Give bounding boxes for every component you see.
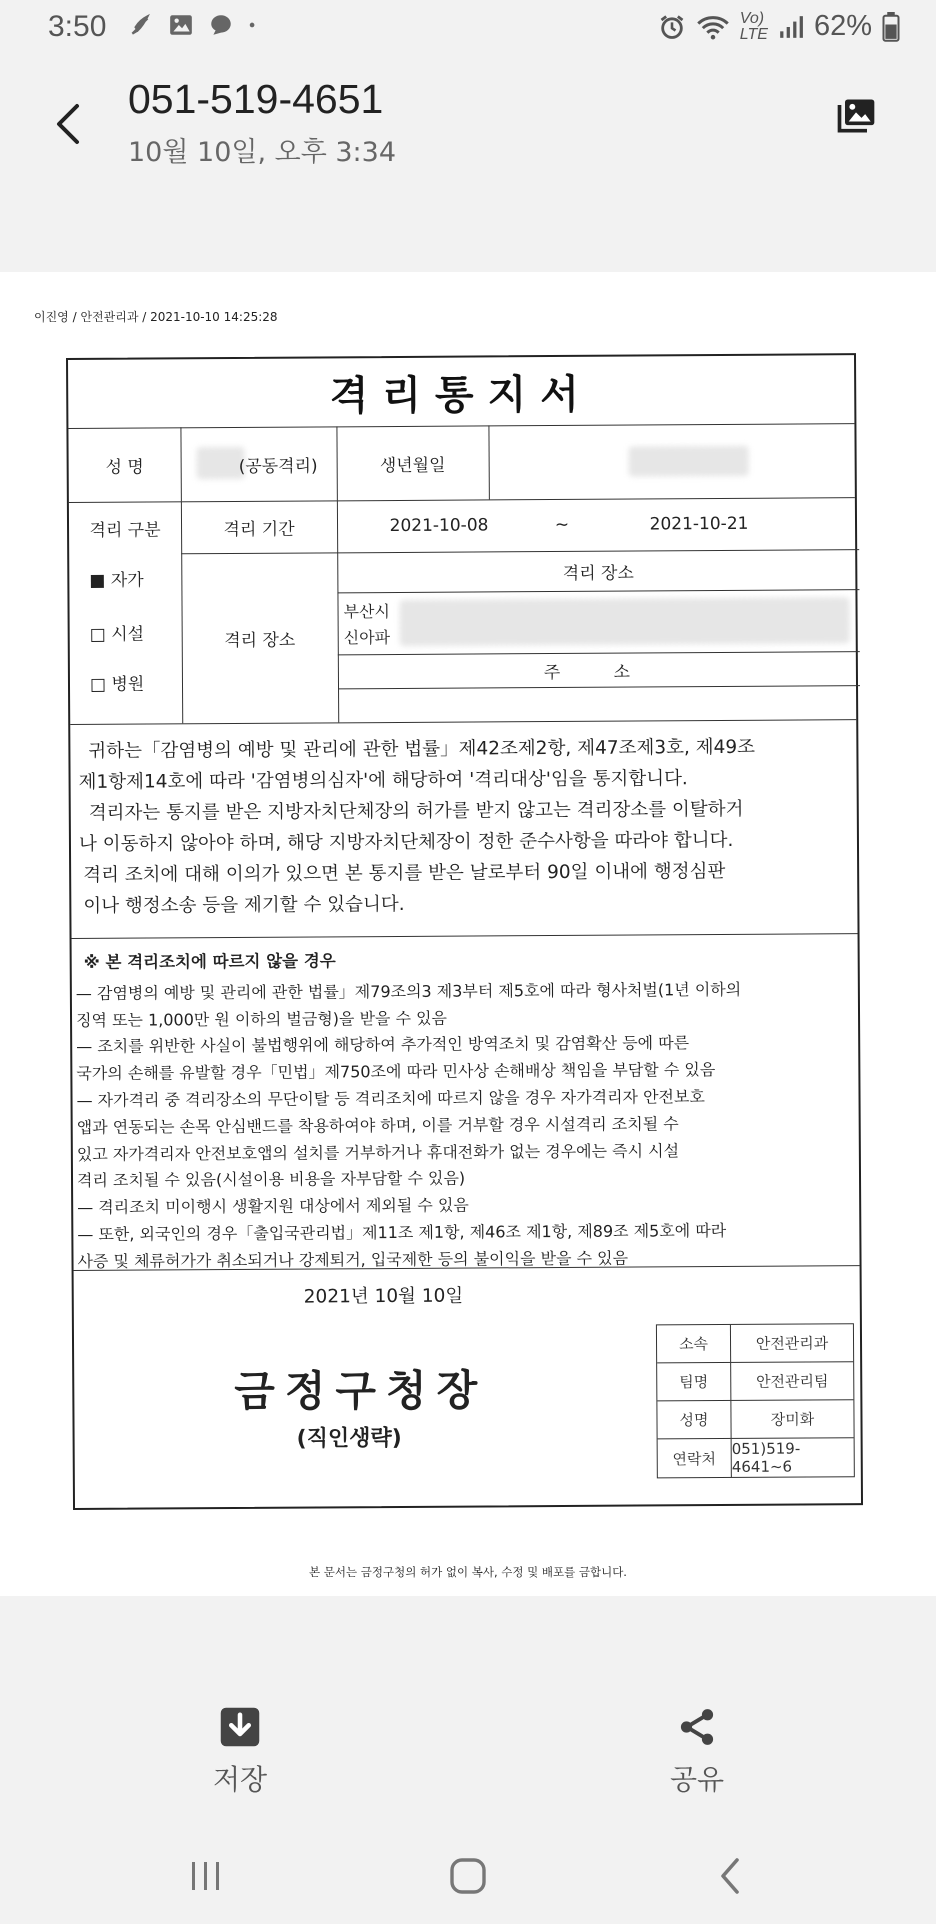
dot-icon — [248, 12, 262, 38]
alarm-icon — [658, 13, 686, 41]
action-bar — [0, 1596, 936, 1826]
volte-indicator: Vo) LTE — [739, 9, 768, 43]
save-button[interactable] — [180, 1706, 300, 1798]
image-viewer[interactable] — [0, 272, 936, 1596]
status-bar — [0, 0, 936, 58]
period-label: 격리 기간 — [223, 519, 295, 540]
feather-icon — [128, 12, 154, 38]
place-header: 격리 장소 — [562, 563, 634, 584]
download-icon — [219, 1706, 261, 1748]
battery-percent: 62% — [813, 10, 872, 42]
phone-number: 051-519-4651 — [128, 76, 384, 122]
share-label: 공유 — [669, 1763, 725, 1796]
birth-label: 생년월일 — [379, 455, 446, 476]
contact-row: 성명 장미화 — [657, 1400, 853, 1439]
place-line-1: 부산시 — [343, 601, 390, 621]
name-suffix: (공동격리) — [238, 455, 318, 477]
recent-apps-button[interactable] — [176, 1848, 236, 1904]
recent-apps-icon — [186, 1858, 226, 1894]
period-end: 2021-10-21 — [649, 513, 749, 535]
issue-date: 2021년 10월 10일 — [303, 1285, 464, 1308]
share-button[interactable] — [637, 1706, 757, 1798]
chat-bubble-icon — [208, 12, 234, 38]
redacted-address — [399, 597, 849, 646]
option-home: ■ 자가 — [89, 570, 144, 591]
category-label: 격리 구분 — [89, 519, 161, 541]
contact-table — [656, 1323, 855, 1478]
notice-body: 귀하는「감염병의 예방 및 관리에 관한 법률」제42조제2항, 제47조제3호, 제49조 제1항제14호에 따라 '감염병의심자'에 해당하여 '격리대상'임을 통지합니다. 격리자는 통지를 받은 지방자치단체장의 허가를 받지 않고는 격리장소를 이탈하거 나 이동하지 않아야 하며, 해당 지방자치단체장이 정한 준수사항을 따라야 합니다. 격리 조치에 대해 이의가 있으면 본 통지를 받은 날로부터 90일 이내에 행정심판 이나 행정소송 등을 제기할 수 있습니다. — [78, 736, 756, 917]
gallery-button[interactable] — [834, 94, 886, 146]
nav-back-icon — [715, 1856, 745, 1896]
redacted-name — [197, 447, 245, 479]
issuing-office: 금정구청장 — [234, 1365, 488, 1416]
message-datetime: 10월 10일, 오후 3:34 — [128, 137, 397, 168]
document-meta: 이진영 / 안전관리과 / 2021-10-10 14:25:28 — [34, 310, 278, 324]
home-icon — [448, 1856, 488, 1896]
share-icon — [676, 1706, 718, 1748]
system-icons — [658, 10, 900, 43]
period-start: 2021-10-08 — [389, 515, 489, 537]
save-label: 저장 — [212, 1763, 268, 1796]
contact-row: 팀명 안전관리팀 — [657, 1362, 853, 1401]
option-hospital: □ 병원 — [89, 674, 145, 695]
document-title: 격리통지서 — [329, 371, 593, 419]
place-label: 격리 장소 — [224, 630, 296, 651]
period-separator: ~ — [554, 514, 570, 536]
signal-icon — [778, 14, 804, 40]
place-line-2: 신아파 — [343, 627, 391, 647]
back-button[interactable] — [44, 94, 92, 154]
back-arrow-icon — [53, 102, 83, 146]
battery-icon — [882, 12, 900, 42]
notification-icons — [128, 12, 262, 38]
document-footer-note: 본 문서는 금정구청의 허가 없이 복사, 수정 및 배포를 금합니다. — [309, 1565, 627, 1579]
navigation-bar — [0, 1826, 936, 1924]
contact-row: 연락처 051)519-4641~6 — [658, 1438, 854, 1477]
wifi-icon — [696, 13, 730, 41]
name-label: 성 명 — [105, 457, 144, 478]
gallery-icon — [834, 94, 878, 138]
status-time: 3:50 — [48, 10, 107, 43]
contact-row: 소속 안전관리과 — [657, 1324, 853, 1363]
redacted-birthdate — [629, 446, 749, 477]
warning-section: ※ 본 격리조치에 따르지 않을 경우 — 감염병의 예방 및 관리에 관한 법률」제79조의3 제3부터 제5호에 따라 형사처벌(1년 이하의 징역 또는 1,000만 원 이하의 벌금형)을 받을 수 있음 — 조치를 위반한 사실이 불법행위에 해당하여 추가적인 방역조치 및 감염확산 등에 따른 국가의 손해를 유발할 경우「민법」제750조에 따라 민사상 손해배상 책임을 부담할 수 있음 — 자가격리 중 격리장소의 무단이탈 등 격리조치에 따르지 않을 경우 자가격리자 안전보호 앱과 연동되는 손목 안심밴드를 착용하여야 하며, 이를 거부할 경우 시설격리 조치될 수 있고 자가격리자 안전보호앱의 설치를 거부하거나 휴대전화가 없는 경우에는 즉시 시설 격리 조치될 수 있음(시설이용 비용을 자부담할 수 있음) — 격리조치 미이행시 생활지원 대상에서 제외될 수 있음 — 또한, 외국인의 경우「출입국관리법」제11조 제1항, 제46조 제1항, 제89조 제5호에 따라 사증 및 체류허가가 취소되거나 강제퇴거, 입국제한 등의 불이익을 받을 수 있음 — [76, 945, 848, 1275]
seal-note: (직인생략) — [296, 1425, 402, 1452]
home-button[interactable] — [438, 1848, 498, 1904]
quarantine-notice-document — [66, 353, 863, 1510]
address-header: 주 소 — [543, 661, 655, 683]
warning-heading: ※ 본 격리조치에 따르지 않을 경우 — [83, 951, 336, 972]
option-facility: □ 시설 — [89, 624, 145, 645]
image-icon — [168, 12, 194, 38]
nav-back-button[interactable] — [700, 1848, 760, 1904]
app-header — [0, 58, 936, 272]
